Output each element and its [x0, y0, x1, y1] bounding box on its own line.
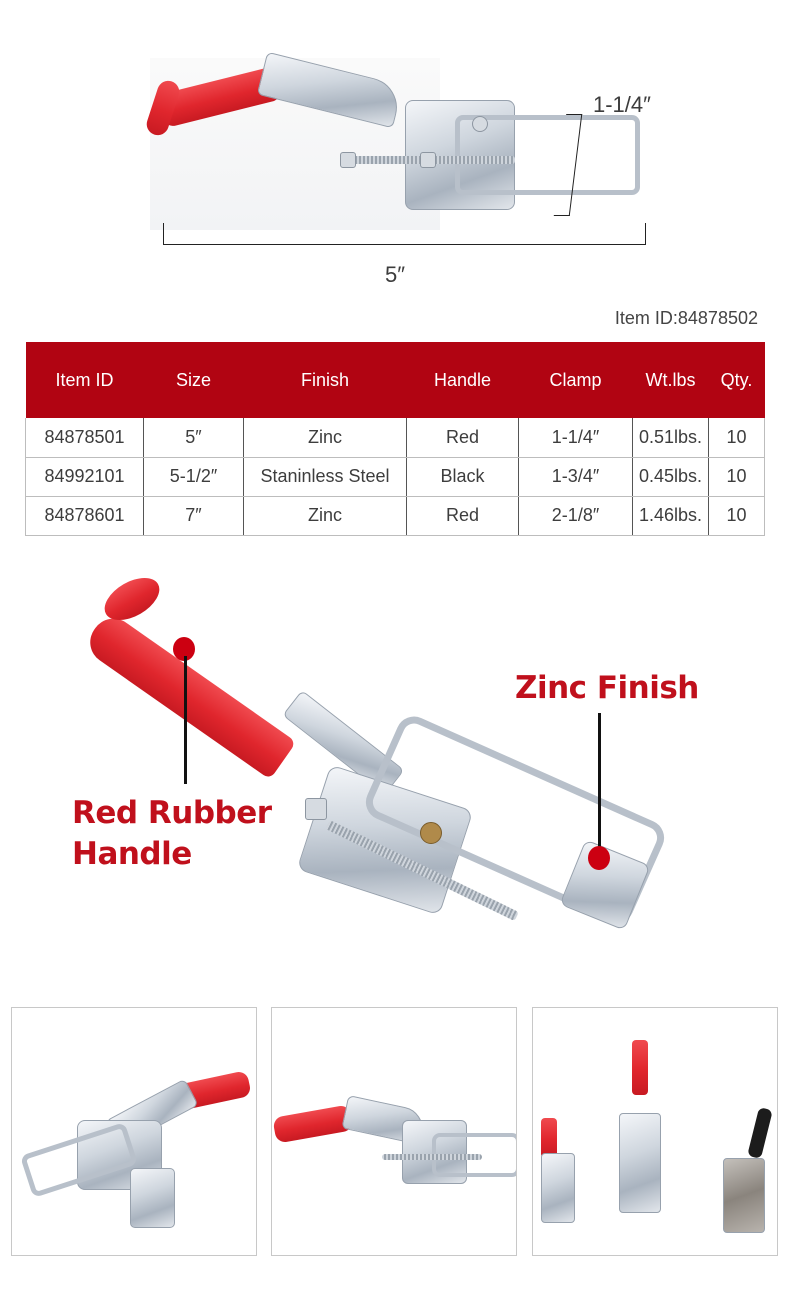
cell-item-id: 84878601 — [26, 496, 144, 535]
col-header-clamp: Clamp — [519, 342, 633, 418]
cell-qty: 10 — [709, 457, 765, 496]
feature-image — [40, 560, 740, 980]
clamp-height-label: 1-1/4″ — [593, 92, 651, 117]
handle-callout-line2: Handle — [72, 836, 192, 872]
finish-callout-label: Zinc Finish — [515, 670, 699, 706]
table-row — [26, 457, 765, 496]
handle-callout-line — [184, 656, 187, 784]
pivot-bushing — [472, 116, 488, 132]
table-row — [26, 496, 765, 535]
cell-finish: Staninless Steel — [244, 457, 407, 496]
handle-callout-label — [72, 793, 272, 875]
cell-qty: 10 — [709, 418, 765, 457]
finish-callout-line — [598, 713, 601, 853]
col-header-handle: Handle — [407, 342, 519, 418]
col-header-item-id: Item ID — [26, 342, 144, 418]
handle-callout-line1: Red Rubber — [72, 795, 272, 831]
clamp-width-label: 5″ — [384, 262, 406, 287]
finish-callout-dot — [588, 846, 610, 870]
cell-weight: 0.51lbs. — [633, 418, 709, 457]
cell-item-id: 84992101 — [26, 457, 144, 496]
col-header-size: Size — [144, 342, 244, 418]
thumbnail-2[interactable] — [271, 1007, 517, 1256]
cell-handle: Red — [407, 418, 519, 457]
red-handle — [82, 610, 297, 780]
threaded-bolt — [382, 1154, 482, 1160]
thumbnail-1[interactable] — [11, 1007, 257, 1256]
cell-qty: 10 — [709, 496, 765, 535]
thumbnail-3[interactable] — [532, 1007, 778, 1256]
cell-size: 7″ — [144, 496, 244, 535]
black-handle — [747, 1107, 773, 1159]
cell-clamp: 1-1/4″ — [519, 418, 633, 457]
pivot-bushing — [420, 822, 442, 844]
hex-nut — [305, 798, 327, 820]
table-header-row — [26, 342, 765, 418]
col-header-weight: Wt.lbs — [633, 342, 709, 418]
cell-clamp: 1-3/4″ — [519, 457, 633, 496]
cell-finish: Zinc — [244, 496, 407, 535]
cell-size: 5-1/2″ — [144, 457, 244, 496]
cell-finish: Zinc — [244, 418, 407, 457]
width-bracket — [163, 223, 646, 245]
red-handle — [632, 1040, 648, 1095]
clamp-body-stainless — [723, 1158, 765, 1233]
cell-size: 5″ — [144, 418, 244, 457]
cell-weight: 1.46lbs. — [633, 496, 709, 535]
table-row — [26, 418, 765, 457]
clamp-body — [541, 1153, 575, 1223]
item-id-label: Item ID:84878502 — [614, 308, 758, 328]
cell-handle: Black — [407, 457, 519, 496]
cell-handle: Red — [407, 496, 519, 535]
col-header-qty: Qty. — [709, 342, 765, 418]
catch-plate — [130, 1168, 175, 1228]
col-header-finish: Finish — [244, 342, 407, 418]
cell-item-id: 84878501 — [26, 418, 144, 457]
hex-nut — [420, 152, 436, 168]
cell-clamp: 2-1/8″ — [519, 496, 633, 535]
cell-weight: 0.45lbs. — [633, 457, 709, 496]
lever-arm — [257, 52, 403, 129]
red-handle — [541, 1118, 557, 1158]
clamp-body — [619, 1113, 661, 1213]
spec-table — [25, 342, 765, 536]
hex-nut — [340, 152, 356, 168]
